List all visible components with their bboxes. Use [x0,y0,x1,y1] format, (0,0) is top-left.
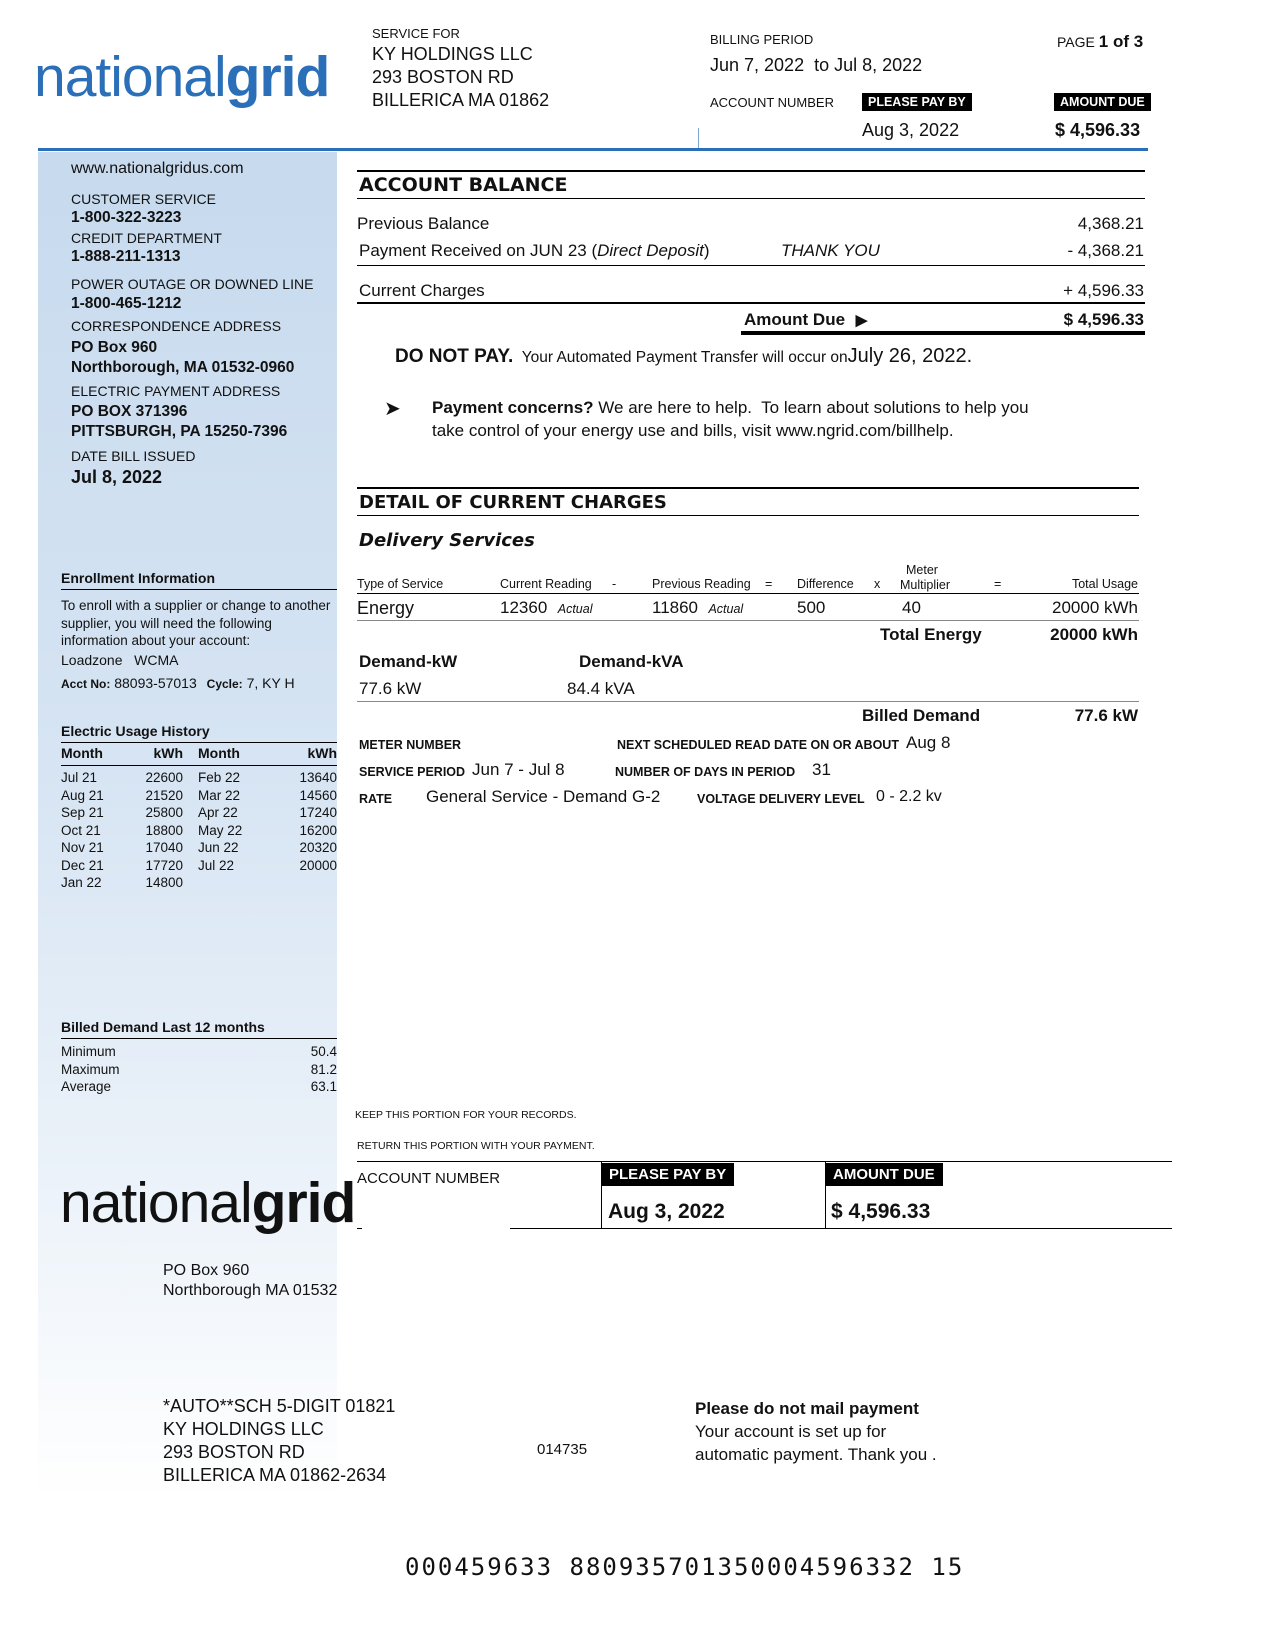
usage-month: Jun 22 [198,840,239,855]
amount-due-balance-value: $ 4,596.33 [1063,310,1144,329]
service-for-label: SERVICE FOR [372,26,460,41]
days-label: NUMBER OF DAYS IN PERIOD [615,765,796,779]
account-balance-title-rule [357,198,1145,199]
demand-rule [357,701,1139,702]
table-row [61,787,337,805]
col-previous: Previous Reading [652,577,751,591]
usage-history-header-rule [61,765,337,766]
mailing-address: *AUTO**SCH 5-DIGIT 01821 KY HOLDINGS LLC 293 BOSTON RD BILLERICA MA 01862-2634 [163,1396,396,1485]
billed-demand-value: 77.6 kW [1074,706,1138,725]
usage-kwh: 20320 [299,840,337,855]
stub-please-pay-by-value: Aug 3, 2022 [608,1200,725,1223]
table-row [61,804,337,822]
correspondence-label: CORRESPONDENCE ADDRESS [71,318,282,334]
col-type: Type of Service [357,577,444,591]
usage-month: Oct 21 [61,822,101,838]
do-not-pay-notice: DO NOT PAY. Your Automated Payment Transfer will occur onJuly 26, 2022. [395,345,973,367]
date-issued-value: Jul 8, 2022 [71,467,163,487]
outage-label: POWER OUTAGE OR DOWNED LINE [71,276,314,292]
correspondence-address: PO Box 960 Northborough, MA 01532-0960 [71,339,295,376]
payment-concerns: Payment concerns? We are here to help. To learn about solutions to help you take control of your energy use and bills, visit www.ngrid.com/billhelp. [432,398,1029,440]
amount-due-value: $ 4,596.33 [1055,120,1141,140]
col-equals-2: = [994,577,1002,591]
billing-period-value: Jun 7, 2022 to Jul 8, 2022 [710,55,923,75]
usage-history-table [61,745,337,888]
delivery-services-title: Delivery Services [359,530,535,551]
header-divider [38,148,698,151]
table-row-current: 12360 Actual [500,598,593,617]
usage-month: Aug 21 [61,787,104,803]
col-equals: = [765,577,773,591]
stub-please-pay-by-label: PLEASE PAY BY [601,1163,734,1186]
payment-value: - 4,368.21 [1067,241,1144,260]
scan-line: 000459633 880935701350004596332 15 [405,1553,965,1581]
usage-month: Feb 22 [198,770,241,785]
total-energy-label: Total Energy [880,625,982,644]
billed-demand-label: Billed Demand [862,706,981,725]
usage-month: Sep 21 [61,805,104,820]
outage-phone: 1-800-465-1212 [71,295,182,312]
acct-cycle: Acct No: 88093-57013 Cycle: 7, KY H [61,675,295,691]
please-pay-by-value: Aug 3, 2022 [862,120,960,140]
credit-phone: 1-888-211-1313 [71,248,181,265]
header-tick [698,128,699,148]
credit-label: CREDIT DEPARTMENT [71,230,222,246]
previous-balance-label: Previous Balance [357,214,490,233]
account-balance-top-rule [357,170,1145,172]
please-pay-by-label: PLEASE PAY BY [862,93,972,111]
stub-top-rule [357,1161,1172,1162]
current-charges-value: + 4,596.33 [1063,281,1144,300]
usage-history-rule [61,742,337,743]
list-item: Minimum 50.4 [61,1044,337,1059]
usage-kwh: 17720 [145,857,183,873]
service-period-value: Jun 7 - Jul 8 [472,760,565,779]
detail-top-rule [357,487,1139,489]
table-row-multiplier: 40 [902,598,921,617]
return-portion-text: RETURN THIS PORTION WITH YOUR PAYMENT. [357,1140,595,1152]
usage-month: Dec 21 [61,857,104,873]
payment-rule [357,265,1145,266]
stub-amount-due-label: AMOUNT DUE [825,1163,943,1186]
demand-kva-label: Demand-kVA [579,652,684,671]
voltage-label: VOLTAGE DELIVERY LEVEL [697,792,865,806]
usage-month: May 22 [198,822,243,838]
page-indicator: PAGE 1 of 3 [1057,32,1144,51]
sequence-number: 014735 [537,1441,588,1458]
electric-payment-address: PO BOX 371396 PITTSBURGH, PA 15250-7396 [71,403,288,440]
meter-number-label: METER NUMBER [359,738,462,752]
list-item: Maximum 81.2 [61,1061,337,1077]
col-current: Current Reading [500,577,592,591]
next-read-value: Aug 8 [906,733,951,752]
usage-kwh: 25800 [145,805,183,820]
col-difference: Difference [797,577,854,591]
remit-address: PO Box 960 Northborough MA 01532 [163,1262,338,1299]
date-issued-label: DATE BILL ISSUED [71,448,196,464]
usage-kwh: 16200 [299,822,337,838]
account-balance-title: ACCOUNT BALANCE [359,174,568,196]
mail-notice: Please do not mail payment Your account is set up for automatic payment. Thank you . [695,1399,937,1464]
usage-kwh: 20000 [299,857,337,873]
stub-tick [357,1228,362,1229]
usage-kwh: 22600 [145,770,183,785]
website: www.nationalgridus.com [71,160,244,177]
usage-kwh: 18800 [145,822,183,838]
col-meter-top: Meter [906,563,938,577]
detail-title: DETAIL OF CURRENT CHARGES [359,492,667,513]
col-multiplier: Multiplier [900,578,951,592]
table-row-total: 20000 kWh [1052,598,1138,617]
usage-kwh: 21520 [145,787,183,803]
total-energy-value: 20000 kWh [1050,625,1138,644]
usage-kwh: 17240 [299,805,337,820]
usage-month: Jul 22 [198,857,235,873]
header-divider-right [698,148,1148,151]
amount-due-rule [741,331,1145,335]
usage-month: Mar 22 [198,787,241,803]
col-minus: - [612,577,617,591]
next-read-label: NEXT SCHEDULED READ DATE ON OR ABOUT [617,738,899,752]
usage-history-rows [61,769,337,892]
arrowhead-icon: ➤ [384,398,401,420]
col-times: x [874,577,881,591]
previous-balance-value: 4,368.21 [1077,214,1144,233]
billed-demand-history-rows [61,1043,337,1096]
usage-month: Jan 22 [61,875,102,890]
meter-row-rule [357,620,1139,621]
amount-due-label: AMOUNT DUE [1054,93,1151,111]
enrollment-title: Enrollment Information [61,570,215,586]
enrollment-text: To enroll with a supplier or change to another supplier, you will need the following information about your account: [61,598,331,648]
usage-month: Jul 21 [61,770,98,785]
enrollment-rule [61,589,337,590]
billing-period-label: BILLING PERIOD [710,32,814,47]
customer-service-label: CUSTOMER SERVICE [71,191,216,207]
rate-value: General Service - Demand G-2 [426,787,661,806]
amount-due-balance-label: Amount Due ▶ [744,310,868,329]
days-value: 31 [812,760,831,779]
customer-service-phone: 1-800-322-3223 [71,209,182,226]
table-row [61,874,337,892]
table-row [61,822,337,840]
usage-history-header: Month kWh Month kWh [61,745,337,761]
usage-kwh: 14800 [145,875,183,890]
current-charges-rule [357,302,1145,304]
account-number-label: ACCOUNT NUMBER [710,95,834,110]
current-charges-label: Current Charges [359,281,485,300]
arrow-right-icon: ▶ [855,312,868,329]
meter-header-rule [357,593,1139,594]
voltage-value: 0 - 2.2 kv [876,788,942,805]
table-row-difference: 500 [797,598,826,617]
table-row-previous: 11860 Actual [652,598,744,617]
keep-portion-text: KEEP THIS PORTION FOR YOUR RECORDS. [355,1109,577,1121]
loadzone: Loadzone WCMA [61,652,179,668]
usage-kwh: 17040 [145,840,183,855]
billed-demand-history-title: Billed Demand Last 12 months [61,1019,265,1035]
stub-divider-1 [601,1161,602,1229]
stub-account-number-label: ACCOUNT NUMBER [357,1170,501,1187]
usage-history-title: Electric Usage History [61,723,210,739]
thank-you: THANK YOU [781,241,880,260]
usage-kwh: 13640 [299,770,337,785]
usage-kwh: 14560 [299,787,337,803]
demand-kw-label: Demand-kW [359,652,458,671]
national-grid-logo: nationalgrid [34,45,330,109]
stub-bottom-rule [510,1228,1172,1229]
stub-divider-2 [825,1161,826,1229]
detail-title-rule [357,515,1139,516]
col-total: Total Usage [1071,577,1138,591]
table-row [61,769,337,787]
demand-kva-value: 84.4 kVA [567,679,635,698]
payment-received: Payment Received on JUN 23 (Direct Deposit) [359,241,710,260]
rate-label: RATE [359,792,393,806]
service-period-label: SERVICE PERIOD [359,765,466,779]
list-item: Average 63.1 [61,1079,337,1094]
demand-kw-value: 77.6 kW [359,679,422,698]
service-address: KY HOLDINGS LLC 293 BOSTON RD BILLERICA MA 01862 [372,44,550,110]
billed-demand-history-rule [61,1038,337,1039]
table-row [61,857,337,875]
usage-month: Nov 21 [61,840,104,855]
usage-month: Apr 22 [198,805,238,820]
national-grid-logo-stub: nationalgrid [60,1171,356,1235]
electric-payment-label: ELECTRIC PAYMENT ADDRESS [71,383,281,399]
table-row-type: Energy [357,598,415,618]
stub-amount-due-value: $ 4,596.33 [831,1200,931,1223]
table-row [61,839,337,857]
